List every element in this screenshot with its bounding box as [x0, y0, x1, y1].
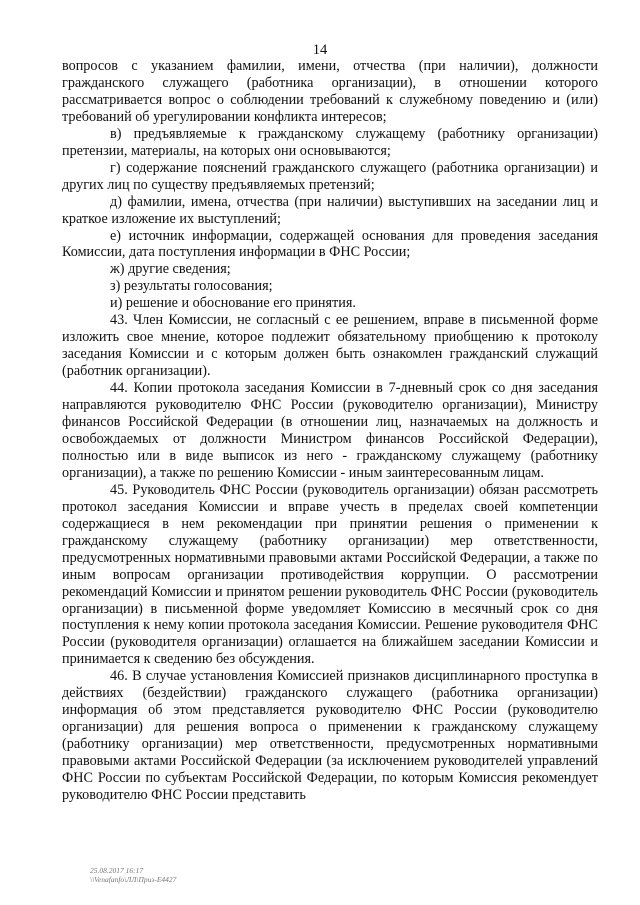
paragraph: г) содержание пояснений гражданского служащего (работника организации) и других лиц по существу предъявляемых претензий;: [62, 159, 598, 193]
paragraph: 45. Руководитель ФНС России (руководитель организации) обязан рассмотреть протокол заседания Комиссии и вправе учесть в пределах своей компетенции содержащиеся в нем рекомендации при принятии решения о применении к гражданскому служащему (работнику организации) мер ответственности, предусмотренных нормативными правовыми актами Российской Федерации, а также по иным вопросам организации противодействия коррупции. О рассмотрении рекомендаций Комиссии и принятом решении руководитель ФНС России (руководитель организации) в письменной форме уведомляет Комиссию в месячный срок со дня поступления к нему копии протокола заседания Комиссии. Решение руководителя ФНС России (руководителя организации) оглашается на ближайшем заседании Комиссии и принимается к сведению без обсуждения.: [62, 481, 598, 668]
footer-timestamp: 25.08.2017 16:17: [90, 866, 144, 875]
paragraph: ж) другие сведения;: [110, 261, 231, 278]
file-footer: [90, 866, 176, 884]
paragraph: д) фамилии, имена, отчества (при наличии) выступивших на заседании лиц и краткое изложение их выступлений;: [62, 193, 598, 227]
paragraph: вопросов с указанием фамилии, имени, отчества (при наличии), должности гражданского служащего (работника организации), в отношении которого рассматривается вопрос о соблюдении требований к служебному поведению и (или) требований об урегулировании конфликта интересов;: [62, 58, 598, 125]
page-number: 14: [312, 42, 328, 58]
document-body: [62, 58, 598, 804]
paragraph: 46. В случае установления Комиссией признаков дисциплинарного проступка в действиях (бездействии) гражданского служащего (работника организации) информация об этом представляется руководителю ФНС России (руководителю организации) для решения вопроса о применении к гражданскому служащему (работнику организации) мер ответственности, предусмотренных нормативными правовыми актами Российской Федерации (за исключением руководителей управлений ФНС России по субъектам Российской Федерации, по которым Комиссия рекомендует руководителю ФНС России представить: [62, 668, 598, 803]
footer-file-path: \\Venafanfo\ЛЛ\Приз-Е4427: [90, 875, 177, 884]
paragraph: 43. Член Комиссии, не согласный с ее решением, вправе в письменной форме изложить свое мнение, которое подлежит обязательному приобщению к протоколу заседания Комиссии и с которым должен быть ознакомлен гражданский служащий (работник организации).: [62, 312, 598, 380]
paragraph: и) решение и обоснование его принятия.: [110, 295, 356, 312]
paragraph: з) результаты голосования;: [110, 278, 273, 295]
paragraph: в) предъявляемые к гражданскому служащему (работнику организации) претензии, материалы, на которых они основываются;: [62, 125, 598, 159]
paragraph: 44. Копии протокола заседания Комиссии в 7-дневный срок со дня заседания направляются руководителю ФНС России (руководителю организации), Министру финансов Российской Федерации (в отношении лиц, назначаемых на должность и освобождаемых от должности Министром финансов Российской Федерации), полностью или в виде выписок из него - гражданскому служащему (работнику организации), а также по решению Комиссии - иным заинтересованным лицам.: [62, 380, 598, 481]
paragraph: е) источник информации, содержащей основания для проведения заседания Комиссии, дата поступления информации в ФНС России;: [62, 227, 598, 261]
